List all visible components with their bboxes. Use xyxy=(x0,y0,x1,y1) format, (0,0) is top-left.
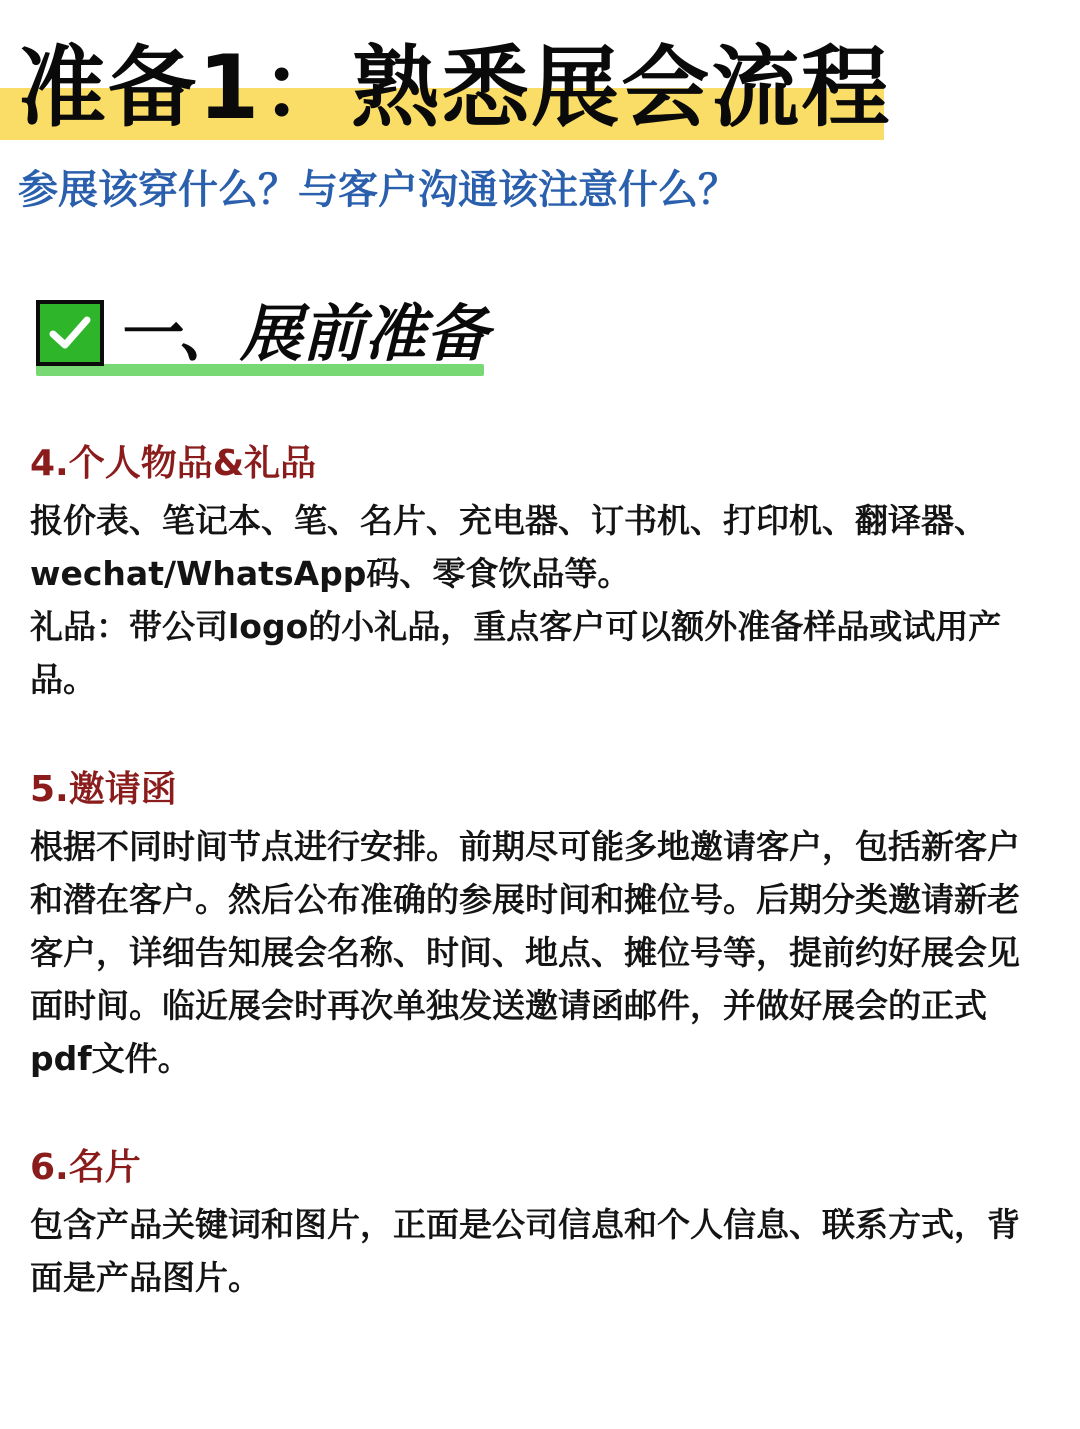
item-body xyxy=(30,1198,1040,1304)
item-paragraph: 礼品：带公司logo的小礼品，重点客户可以额外准备样品或试用产品。 xyxy=(30,607,1002,699)
item-heading: 5.邀请函 xyxy=(30,769,177,810)
item-heading: 4.个人物品&礼品 xyxy=(30,443,317,484)
item-paragraph: 根据不同时间节点进行安排。前期尽可能多地邀请客户，包括新客户和潜在客户。然后公布准确的参展时间和摊位号。后期分类邀请新老客户，详细告知展会名称、时间、地点、摊位号等，提前约好展会见面时间。临近展会时再次单独发送邀请函邮件，并做好展会的正式pdf文件。 xyxy=(30,827,1020,1078)
item-paragraph: 包含产品关键词和图片，正面是公司信息和个人信息、联系方式，背面是产品图片。 xyxy=(30,1205,1020,1297)
item-paragraph: 报价表、笔记本、笔、名片、充电器、订书机、打印机、翻译器、wechat/WhatsApp码、零食饮品等。 xyxy=(30,501,987,593)
item-business-card xyxy=(30,1142,1040,1304)
page-title: 准备1：熟悉展会流程 xyxy=(18,36,892,139)
item-body xyxy=(30,494,1040,706)
section-heading xyxy=(36,290,496,380)
item-invitation xyxy=(30,764,1040,1085)
section-title: 一、展前准备 xyxy=(116,297,489,370)
check-mark-icon xyxy=(36,300,104,366)
page-subtitle: 参展该穿什么？与客户沟通该注意什么？ xyxy=(18,167,738,213)
item-personal-items xyxy=(30,438,1040,706)
item-body xyxy=(30,820,1040,1085)
item-heading: 6.名片 xyxy=(30,1147,141,1188)
